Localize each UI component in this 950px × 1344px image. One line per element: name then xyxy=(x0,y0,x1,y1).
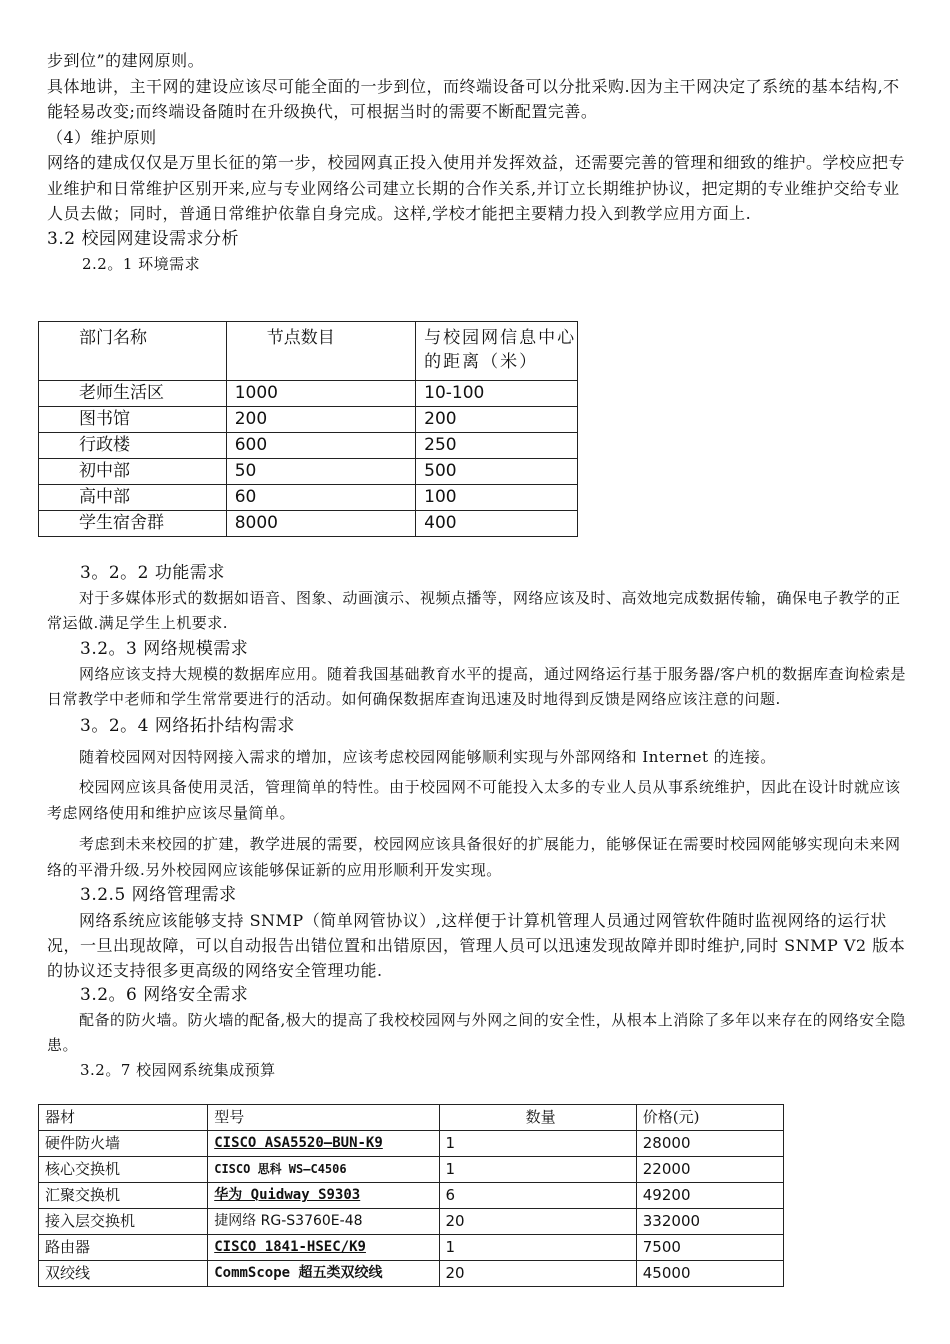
cell-nodes: 600 xyxy=(226,433,415,459)
maintenance-heading: （4）维护原则 xyxy=(47,127,157,147)
environment-table xyxy=(38,321,578,537)
s324-p3: 考虑到未来校园的扩建，教学进展的需要，校园网应该具备很好的扩展能力，能够保证在需要时校园网能够实现向未来网络的平滑升级.另外校园网应该能够保证新的应用形顺利开发实现。 xyxy=(47,835,901,879)
table-row xyxy=(39,1183,784,1209)
cell-distance: 10-100 xyxy=(416,381,578,407)
cell-department: 行政楼 xyxy=(39,433,227,459)
cell-model: 华为 Quidway S9303 xyxy=(208,1183,439,1209)
cell-price: 332000 xyxy=(636,1209,783,1235)
cell-price: 7500 xyxy=(636,1235,783,1261)
header-cell: 数量 xyxy=(439,1105,636,1131)
s322-title: 3。2。2 功能需求 xyxy=(80,563,225,583)
cell-nodes: 60 xyxy=(226,485,415,511)
header-cell: 与校园网信息中心 的距离（米） xyxy=(416,322,578,381)
s324-title: 3。2。4 网络拓扑结构需求 xyxy=(80,716,295,736)
intro-paragraph: 具体地讲，主干网的建设应该尽可能全面的一步到位，而终端设备可以分批采购.因为主干网决定了系统的基本结构,不能轻易改变;而终端设备随时在升级换代，可根据当时的需要不断配置完善。 xyxy=(47,76,900,121)
cell-nodes: 200 xyxy=(226,407,415,433)
s323-title: 3.2。3 网络规模需求 xyxy=(80,639,249,659)
header-cell: 节点数目 xyxy=(226,322,415,381)
cell-nodes: 1000 xyxy=(226,381,415,407)
header-cell: 部门名称 xyxy=(39,322,227,381)
table-row xyxy=(39,1157,784,1183)
cell-model: CISCO ASA5520—BUN-K9 xyxy=(208,1131,439,1157)
s327-title: 3.2。7 校园网系统集成预算 xyxy=(80,1061,276,1079)
table-row xyxy=(39,485,578,511)
cell-department: 图书馆 xyxy=(39,407,227,433)
cell-nodes: 8000 xyxy=(226,511,415,537)
cell-distance: 500 xyxy=(416,459,578,485)
cell-department: 学生宿舍群 xyxy=(39,511,227,537)
s324-p2: 校园网应该具备使用灵活，管理简单的特性。由于校园网不可能投入太多的专业人员从事系统维护，因此在设计时就应该考虑网络使用和维护应该尽量简单。 xyxy=(47,778,901,822)
s324-p1: 随着校园网对因特网接入需求的增加，应该考虑校园网能够顺利实现与外部网络和 Internet 的连接。 xyxy=(79,748,776,766)
cell-quantity: 20 xyxy=(439,1209,636,1235)
cell-equipment: 双绞线 xyxy=(39,1261,208,1287)
s323-body: 网络应该支持大规模的数据库应用。随着我国基础教育水平的提高，通过网络运行基于服务器/客户机的数据库查询检索是日常教学中老师和学生常常要进行的活动。如何确保数据库查询迅速及时地得到反馈是网络应该注意的问题. xyxy=(47,665,907,708)
table-row xyxy=(39,1235,784,1261)
intro-line: 步到位”的建网原则。 xyxy=(47,51,205,70)
cell-quantity: 1 xyxy=(439,1157,636,1183)
cell-nodes: 50 xyxy=(226,459,415,485)
budget-table xyxy=(38,1104,784,1287)
s326-title: 3.2。6 网络安全需求 xyxy=(80,985,249,1005)
s325-body: 网络系统应该能够支持 SNMP（简单网管协议）,这样便于计算机管理人员通过网管软件随时监视网络的运行状况，一旦出现故障，可以自动报告出错位置和出错原因，管理人员可以迅速发现故障并即时维护,同时 SNMP V2 版本的协议还支持很多更高级的网络安全管理功能. xyxy=(47,911,906,980)
cell-equipment: 硬件防火墙 xyxy=(39,1131,208,1157)
table-row xyxy=(39,1261,784,1287)
cell-department: 初中部 xyxy=(39,459,227,485)
cell-price: 28000 xyxy=(636,1131,783,1157)
s326-body: 配备的防火墙。防火墙的配备,极大的提高了我校校园网与外网之间的安全性，从根本上消除了多年以来存在的网络安全隐患。 xyxy=(47,1011,906,1054)
s325-title: 3.2.5 网络管理需求 xyxy=(80,885,237,905)
cell-department: 老师生活区 xyxy=(39,381,227,407)
cell-model: CISCO 1841-HSEC/K9 xyxy=(208,1235,439,1261)
cell-quantity: 1 xyxy=(439,1131,636,1157)
cell-equipment: 路由器 xyxy=(39,1235,208,1261)
cell-quantity: 1 xyxy=(439,1235,636,1261)
table-row xyxy=(39,511,578,537)
header-cell: 价格(元) xyxy=(636,1105,783,1131)
cell-model: CommScope 超五类双绞线 xyxy=(208,1261,439,1287)
intro-block xyxy=(0,48,950,278)
section-title: 3.2 校园网建设需求分析 xyxy=(47,228,239,249)
requirements-block xyxy=(0,560,950,1082)
header-cell: 器材 xyxy=(39,1105,208,1131)
table-row xyxy=(39,381,578,407)
cell-distance: 250 xyxy=(416,433,578,459)
table-header-row xyxy=(39,322,578,381)
cell-quantity: 20 xyxy=(439,1261,636,1287)
table-row xyxy=(39,407,578,433)
cell-equipment: 接入层交换机 xyxy=(39,1209,208,1235)
table-row xyxy=(39,433,578,459)
header-cell: 型号 xyxy=(208,1105,439,1131)
cell-equipment: 核心交换机 xyxy=(39,1157,208,1183)
s322-body: 对于多媒体形式的数据如语音、图象、动画演示、视频点播等，网络应该及时、高效地完成数据传输，确保电子教学的正常运做.满足学生上机要求. xyxy=(47,589,901,632)
cell-model: 捷网络 RG-S3760E-48 xyxy=(208,1209,439,1235)
cell-price: 22000 xyxy=(636,1157,783,1183)
cell-price: 49200 xyxy=(636,1183,783,1209)
cell-department: 高中部 xyxy=(39,485,227,511)
cell-model: CISCO 思科 WS—C4506 xyxy=(208,1157,439,1183)
cell-distance: 400 xyxy=(416,511,578,537)
table-row xyxy=(39,1131,784,1157)
env-title: 2.2。1 环境需求 xyxy=(82,255,201,273)
cell-equipment: 汇聚交换机 xyxy=(39,1183,208,1209)
cell-price: 45000 xyxy=(636,1261,783,1287)
maintenance-paragraph: 网络的建成仅仅是万里长征的第一步，校园网真正投入使用并发挥效益，还需要完善的管理和细致的维护。学校应把专业维护和日常维护区别开来,应与专业网络公司建立长期的合作关系,并订立长期维护协议，把定期的专业维护交给专业人员去做；同时，普通日常维护依靠自身完成。这样,学校才能把主要精力投入到教学应用方面上. xyxy=(47,153,906,223)
table-row xyxy=(39,459,578,485)
cell-quantity: 6 xyxy=(439,1183,636,1209)
cell-distance: 100 xyxy=(416,485,578,511)
table-header-row xyxy=(39,1105,784,1131)
table-row xyxy=(39,1209,784,1235)
cell-distance: 200 xyxy=(416,407,578,433)
